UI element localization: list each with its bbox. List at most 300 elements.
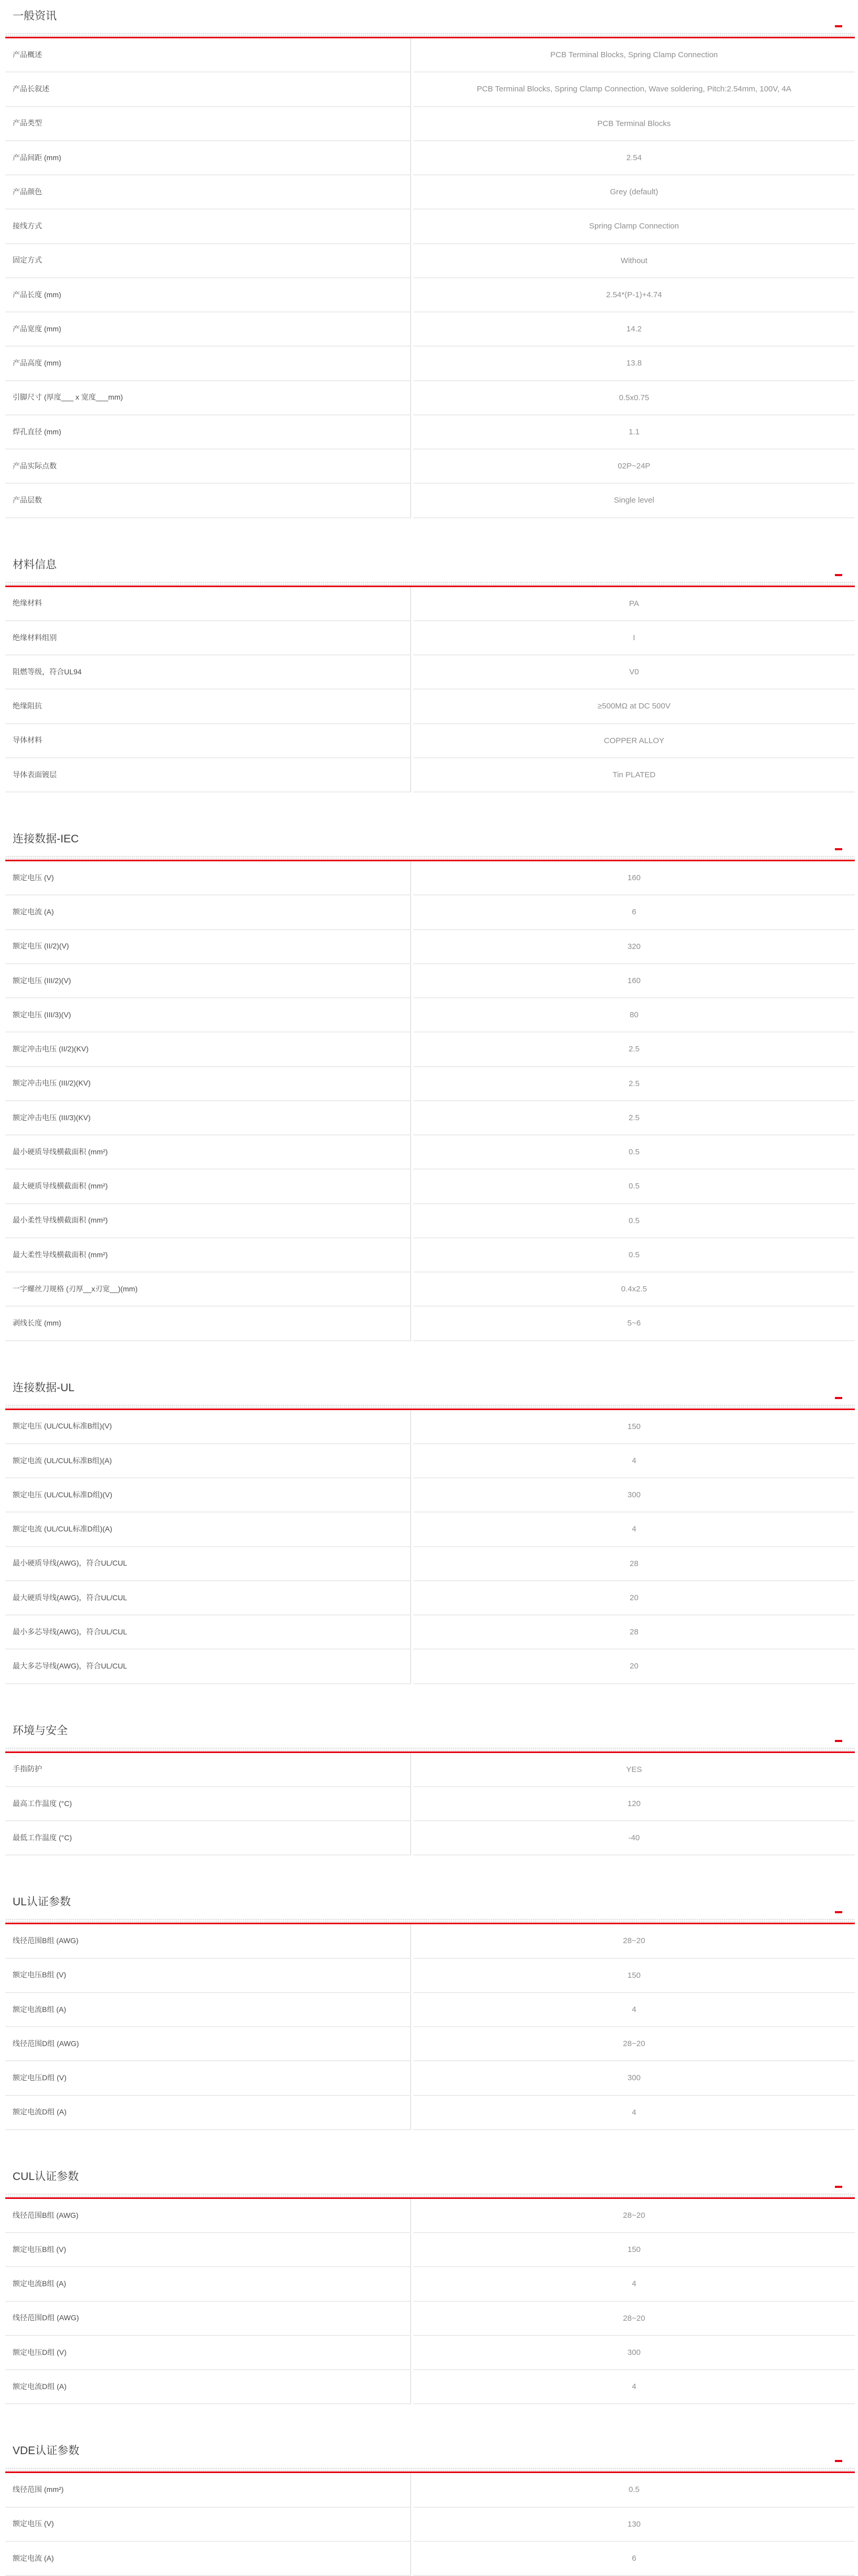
section-title: UL认证参数 (13, 1896, 71, 1908)
spec-value-cell (413, 690, 855, 724)
table-row (5, 998, 855, 1033)
spec-label: 产品层数 (13, 496, 42, 505)
section-4 (5, 1684, 855, 1856)
table-row (5, 1238, 855, 1273)
spec-value-cell (413, 210, 855, 244)
section-divider (5, 856, 855, 861)
spec-label-cell (5, 1787, 411, 1821)
table-row (5, 690, 855, 724)
spec-value: 2.5 (629, 1079, 640, 1088)
spec-label-cell (5, 1307, 411, 1341)
spec-value: V0 (629, 668, 639, 676)
table-row (5, 72, 855, 107)
spec-value-cell (413, 861, 855, 895)
spec-value: PCB Terminal Blocks, Spring Clamp Connection, Wave soldering, Pitch:2.54mm, 100V, 4A (477, 85, 791, 94)
spec-value-cell (413, 2302, 855, 2336)
spec-value: 150 (627, 1970, 641, 1980)
spec-value: 20 (630, 1662, 639, 1671)
table-row (5, 655, 855, 690)
spec-value-cell (413, 244, 855, 278)
spec-value-cell (413, 450, 855, 484)
spec-label-cell (5, 2027, 411, 2061)
table-row (5, 724, 855, 758)
spec-label-cell (5, 347, 411, 381)
spec-label-cell (5, 141, 411, 175)
spec-label-cell (5, 1135, 411, 1170)
spec-label: 产品长叙述 (13, 85, 49, 93)
spec-value-cell (413, 2370, 855, 2404)
spec-label-cell (5, 107, 411, 141)
spec-value-cell (413, 1547, 855, 1581)
spec-label-cell (5, 861, 411, 895)
spec-label-cell (5, 1170, 411, 1204)
spec-value-cell (413, 1993, 855, 2027)
table-row (5, 1513, 855, 1547)
spec-value: 320 (627, 942, 641, 951)
spec-label: 绝缘阻抗 (13, 702, 42, 711)
section-divider (5, 33, 855, 38)
section-header (5, 2168, 855, 2193)
spec-label: 额定电压D组 (V) (13, 2348, 67, 2356)
table-row (5, 450, 855, 484)
collapse-section-button[interactable] (835, 847, 843, 852)
spec-value: 28~20 (623, 2210, 645, 2220)
spec-value: PCB Terminal Blocks, Spring Clamp Connection (550, 50, 718, 59)
spec-value: ≥500MΩ at DC 500V (598, 702, 671, 711)
spec-label-cell (5, 2508, 411, 2542)
spec-value-cell (413, 1615, 855, 1650)
table-row (5, 895, 855, 930)
spec-label-cell (5, 2302, 411, 2336)
table-row (5, 1924, 855, 1958)
table-row (5, 861, 855, 895)
collapse-section-button[interactable] (835, 1395, 843, 1401)
spec-value-cell (413, 1101, 855, 1135)
spec-label: 线径范围D组 (AWG) (13, 2039, 79, 2048)
section-title: 材料信息 (13, 558, 57, 571)
table-row (5, 2233, 855, 2267)
spec-label: 手指防护 (13, 1765, 42, 1774)
spec-label: 额定电流 (UL/CUL标准B组)(A) (13, 1456, 112, 1465)
minus-icon (835, 1911, 842, 1913)
table-row (5, 1170, 855, 1204)
spec-value-cell (413, 72, 855, 107)
spec-label: 导体表面镀层 (13, 770, 57, 779)
minus-icon (835, 1740, 842, 1742)
table-row (5, 2508, 855, 2542)
spec-value-cell (413, 141, 855, 175)
spec-label-cell (5, 415, 411, 450)
spec-label: 额定电压 (UL/CUL标准B组)(V) (13, 1422, 112, 1431)
spec-value: 160 (627, 976, 641, 985)
table-row (5, 1547, 855, 1581)
spec-value-cell (413, 724, 855, 758)
section-divider (5, 581, 855, 587)
spec-value-cell (413, 1753, 855, 1787)
table-row (5, 1273, 855, 1307)
spec-value-cell (413, 655, 855, 690)
spec-value-cell (413, 2542, 855, 2576)
spec-value: 6 (632, 2553, 636, 2563)
spec-label: 剥线长度 (mm) (13, 1319, 61, 1328)
spec-value: COPPER ALLOY (603, 736, 665, 745)
minus-icon (835, 2186, 842, 2188)
spec-label: 产品实际点数 (13, 461, 57, 470)
spec-value: YES (626, 1765, 642, 1774)
section-5 (5, 1855, 855, 2130)
table-row (5, 347, 855, 381)
spec-value: Single level (614, 496, 654, 505)
spec-label-cell (5, 998, 411, 1033)
spec-value-cell (413, 1033, 855, 1067)
spec-label: 最小多芯导线(AWG)，符合UL/CUL (13, 1627, 128, 1636)
spec-label: 产品颜色 (13, 187, 42, 196)
spec-label: 额定电流D组 (A) (13, 2382, 67, 2391)
spec-value: 120 (627, 1799, 641, 1808)
table-row (5, 2267, 855, 2301)
minus-icon (835, 574, 842, 576)
table-row (5, 141, 855, 175)
section-3 (5, 1341, 855, 1684)
spec-value-cell (413, 1444, 855, 1478)
spec-value-cell (413, 758, 855, 792)
minus-icon (835, 25, 842, 27)
spec-value: 6 (632, 908, 636, 917)
spec-label-cell (5, 1101, 411, 1135)
table-row (5, 415, 855, 450)
minus-icon (835, 1397, 842, 1399)
spec-value: 0.4x2.5 (621, 1285, 647, 1294)
spec-value: 4 (632, 2382, 636, 2391)
spec-label-cell (5, 1993, 411, 2027)
spec-label-cell (5, 1615, 411, 1650)
spec-value-cell (413, 1513, 855, 1547)
spec-table (5, 1753, 855, 1856)
spec-value: 4 (632, 1456, 636, 1465)
spec-label: 最大柔性导线横截面积 (mm²) (13, 1250, 108, 1259)
spec-value: 2.5 (629, 1045, 640, 1054)
section-6 (5, 2130, 855, 2405)
spec-label: 额定冲击电压 (III/2)(KV) (13, 1079, 91, 1088)
section-divider (5, 1747, 855, 1753)
spec-label-cell (5, 2199, 411, 2233)
spec-label: 产品高度 (mm) (13, 359, 61, 368)
spec-value-cell (413, 1067, 855, 1101)
table-row (5, 175, 855, 210)
collapse-section-button[interactable] (835, 572, 843, 578)
spec-label: 产品类型 (13, 119, 42, 128)
table-row (5, 621, 855, 655)
table-row (5, 107, 855, 141)
spec-label: 额定电压 (III/3)(V) (13, 1010, 71, 1019)
section-divider (5, 2467, 855, 2473)
spec-label: 额定电压 (III/2)(V) (13, 976, 71, 985)
spec-label: 引脚尺寸 (厚度___ x 宽度___mm) (13, 393, 123, 402)
spec-label: 线径范围B组 (AWG) (13, 2210, 79, 2219)
spec-label-cell (5, 895, 411, 930)
spec-label: 最高工作温度 (°C) (13, 1799, 72, 1808)
table-row (5, 930, 855, 964)
spec-label-cell (5, 1581, 411, 1615)
collapse-section-button[interactable] (835, 1738, 843, 1744)
spec-value: 14.2 (626, 325, 642, 333)
spec-label-cell (5, 2473, 411, 2507)
minus-icon (835, 848, 842, 850)
spec-value: 160 (627, 873, 641, 882)
spec-value: 28 (630, 1628, 639, 1636)
table-row (5, 1787, 855, 1821)
section-0 (5, 0, 855, 518)
spec-label: 额定电压 (V) (13, 2519, 54, 2528)
table-row (5, 2302, 855, 2336)
spec-value-cell (413, 2473, 855, 2507)
table-row (5, 1993, 855, 2027)
spec-label: 最小硬质导线横截面积 (mm²) (13, 1147, 108, 1156)
spec-table (5, 1924, 855, 2130)
spec-label-cell (5, 1204, 411, 1238)
collapse-section-button[interactable] (835, 1910, 843, 1915)
spec-value: 20 (630, 1593, 639, 1602)
spec-label-cell (5, 2267, 411, 2301)
spec-label: 焊孔直径 (mm) (13, 427, 61, 436)
table-row (5, 2199, 855, 2233)
spec-label: 线径范围B组 (AWG) (13, 1936, 79, 1945)
table-row (5, 2370, 855, 2404)
spec-label-cell (5, 484, 411, 518)
spec-value: 0.5x0.75 (619, 393, 650, 402)
spec-label-cell (5, 1238, 411, 1273)
section-1 (5, 518, 855, 793)
spec-value-cell (413, 1410, 855, 1444)
table-row (5, 381, 855, 415)
spec-label-cell (5, 758, 411, 792)
spec-label-cell (5, 2336, 411, 2370)
spec-label: 固定方式 (13, 256, 42, 265)
spec-label-cell (5, 1478, 411, 1513)
spec-value-cell (413, 621, 855, 655)
spec-label: 线径范围 (mm²) (13, 2485, 64, 2494)
section-header (5, 2442, 855, 2467)
spec-value-cell (413, 1650, 855, 1684)
spec-value: 0.5 (629, 1148, 640, 1156)
spec-value: 28~20 (623, 2313, 645, 2323)
spec-value-cell (413, 1787, 855, 1821)
table-row (5, 1067, 855, 1101)
table-row (5, 758, 855, 792)
table-row (5, 1478, 855, 1513)
spec-table (5, 38, 855, 518)
spec-value-cell (413, 998, 855, 1033)
table-row (5, 312, 855, 347)
spec-value-cell (413, 38, 855, 72)
section-title: 一般资讯 (13, 10, 57, 22)
table-row (5, 1959, 855, 1993)
spec-value-cell (413, 930, 855, 964)
spec-value: 130 (627, 2519, 641, 2529)
spec-value: 300 (627, 2348, 641, 2357)
spec-label: 阻燃等级，符合UL94 (13, 667, 82, 676)
collapse-section-button[interactable] (835, 24, 843, 29)
spec-label: 最大硬质导线横截面积 (mm²) (13, 1182, 108, 1191)
spec-value: 28~20 (623, 1936, 645, 1946)
spec-label-cell (5, 1959, 411, 1993)
spec-label: 导体材料 (13, 736, 42, 745)
table-row (5, 2027, 855, 2061)
spec-value-cell (413, 312, 855, 347)
spec-label: 最大硬质导线(AWG)，符合UL/CUL (13, 1593, 128, 1602)
spec-value: 300 (627, 1490, 641, 1499)
spec-label: 产品宽度 (mm) (13, 324, 61, 333)
spec-label: 额定电流 (A) (13, 2553, 54, 2562)
table-row (5, 1204, 855, 1238)
spec-value: 2.54*(P-1)+4.74 (606, 290, 662, 299)
spec-label-cell (5, 587, 411, 621)
spec-label-cell (5, 621, 411, 655)
spec-value-cell (413, 381, 855, 415)
spec-label-cell (5, 450, 411, 484)
spec-label-cell (5, 1821, 411, 1855)
table-row (5, 1615, 855, 1650)
spec-value-cell (413, 2096, 855, 2130)
spec-value-cell (413, 1307, 855, 1341)
section-7 (5, 2404, 855, 2576)
spec-value: 02P~24P (618, 462, 651, 471)
spec-label-cell (5, 1924, 411, 1958)
section-header (5, 1379, 855, 1404)
section-header (5, 556, 855, 581)
spec-value: 80 (630, 1010, 639, 1019)
spec-label-cell (5, 278, 411, 312)
spec-value-cell (413, 415, 855, 450)
spec-label-cell (5, 1650, 411, 1684)
spec-value-cell (413, 1478, 855, 1513)
spec-label-cell (5, 381, 411, 415)
collapse-section-button[interactable] (835, 2458, 843, 2464)
spec-label-cell (5, 1547, 411, 1581)
table-row (5, 484, 855, 518)
sections-root (5, 0, 855, 2576)
spec-label-cell (5, 690, 411, 724)
spec-value-cell (413, 2233, 855, 2267)
collapse-section-button[interactable] (835, 2184, 843, 2189)
spec-label-cell (5, 38, 411, 72)
table-row (5, 1410, 855, 1444)
spec-table (5, 1410, 855, 1684)
spec-label: 额定电压B组 (V) (13, 1970, 66, 1979)
table-row (5, 1307, 855, 1341)
spec-label-cell (5, 1513, 411, 1547)
spec-value: Tin PLATED (612, 770, 656, 779)
spec-label: 额定电压 (II/2)(V) (13, 942, 69, 951)
spec-value-cell (413, 2267, 855, 2301)
spec-value-cell (413, 2336, 855, 2370)
spec-label: 最小硬质导线(AWG)，符合UL/CUL (13, 1559, 128, 1568)
table-row (5, 38, 855, 72)
spec-label: 额定电压B组 (V) (13, 2245, 66, 2254)
spec-value-cell (413, 1821, 855, 1855)
spec-value-cell (413, 2027, 855, 2061)
spec-value-cell (413, 895, 855, 930)
spec-label: 额定冲击电压 (III/3)(KV) (13, 1113, 91, 1122)
spec-label: 额定电流 (A) (13, 908, 54, 916)
minus-icon (835, 2460, 842, 2462)
spec-value-cell (413, 347, 855, 381)
spec-value-cell (413, 964, 855, 998)
spec-label-cell (5, 2096, 411, 2130)
table-row (5, 2473, 855, 2507)
spec-value: 13.8 (626, 359, 642, 368)
spec-value: PA (629, 599, 639, 608)
section-divider (5, 2193, 855, 2199)
section-divider (5, 1404, 855, 1410)
spec-value-cell (413, 2508, 855, 2542)
spec-value: Without (621, 256, 647, 265)
spec-value-cell (413, 1273, 855, 1307)
spec-table (5, 587, 855, 793)
spec-label-cell (5, 2061, 411, 2095)
spec-value: I (633, 633, 635, 642)
spec-label: 产品概述 (13, 50, 42, 59)
section-title: VDE认证参数 (13, 2445, 80, 2457)
spec-value: 1.1 (629, 427, 640, 436)
spec-value-cell (413, 107, 855, 141)
spec-value: 5~6 (627, 1319, 641, 1328)
spec-value: PCB Terminal Blocks (597, 119, 671, 128)
spec-value-cell (413, 278, 855, 312)
section-header (5, 830, 855, 856)
spec-value-cell (413, 1135, 855, 1170)
spec-value-cell (413, 587, 855, 621)
table-row (5, 1753, 855, 1787)
table-row (5, 1821, 855, 1855)
spec-label-cell (5, 655, 411, 690)
spec-label: 接线方式 (13, 222, 42, 231)
spec-label: 额定电压 (V) (13, 873, 54, 882)
section-header (5, 1893, 855, 1918)
table-row (5, 1444, 855, 1478)
spec-value: 0.5 (629, 1216, 640, 1225)
spec-value: 0.5 (629, 2485, 640, 2495)
spec-label: 额定电压 (UL/CUL标准D组)(V) (13, 1490, 112, 1499)
spec-label-cell (5, 930, 411, 964)
spec-value: Grey (default) (610, 187, 658, 196)
spec-label-cell (5, 2542, 411, 2576)
spec-label-cell (5, 1410, 411, 1444)
spec-value: -40 (628, 1833, 640, 1842)
table-row (5, 2336, 855, 2370)
spec-label: 额定电流B组 (A) (13, 2005, 66, 2014)
table-row (5, 587, 855, 621)
spec-value: 28~20 (623, 2039, 645, 2048)
spec-table (5, 2199, 855, 2405)
table-row (5, 2061, 855, 2095)
section-title: CUL认证参数 (13, 2170, 79, 2183)
spec-label: 额定冲击电压 (II/2)(KV) (13, 1045, 89, 1054)
spec-label-cell (5, 210, 411, 244)
spec-label-cell (5, 175, 411, 210)
spec-value: 2.5 (629, 1113, 640, 1122)
spec-label-cell (5, 1033, 411, 1067)
section-header (5, 7, 855, 33)
spec-label: 额定电流B组 (A) (13, 2279, 66, 2288)
table-row (5, 1650, 855, 1684)
spec-label: 绝缘材料组别 (13, 633, 57, 642)
table-row (5, 2542, 855, 2576)
spec-label-cell (5, 724, 411, 758)
spec-value-cell (413, 1959, 855, 1993)
table-row (5, 1101, 855, 1135)
spec-value: 150 (627, 2245, 641, 2254)
